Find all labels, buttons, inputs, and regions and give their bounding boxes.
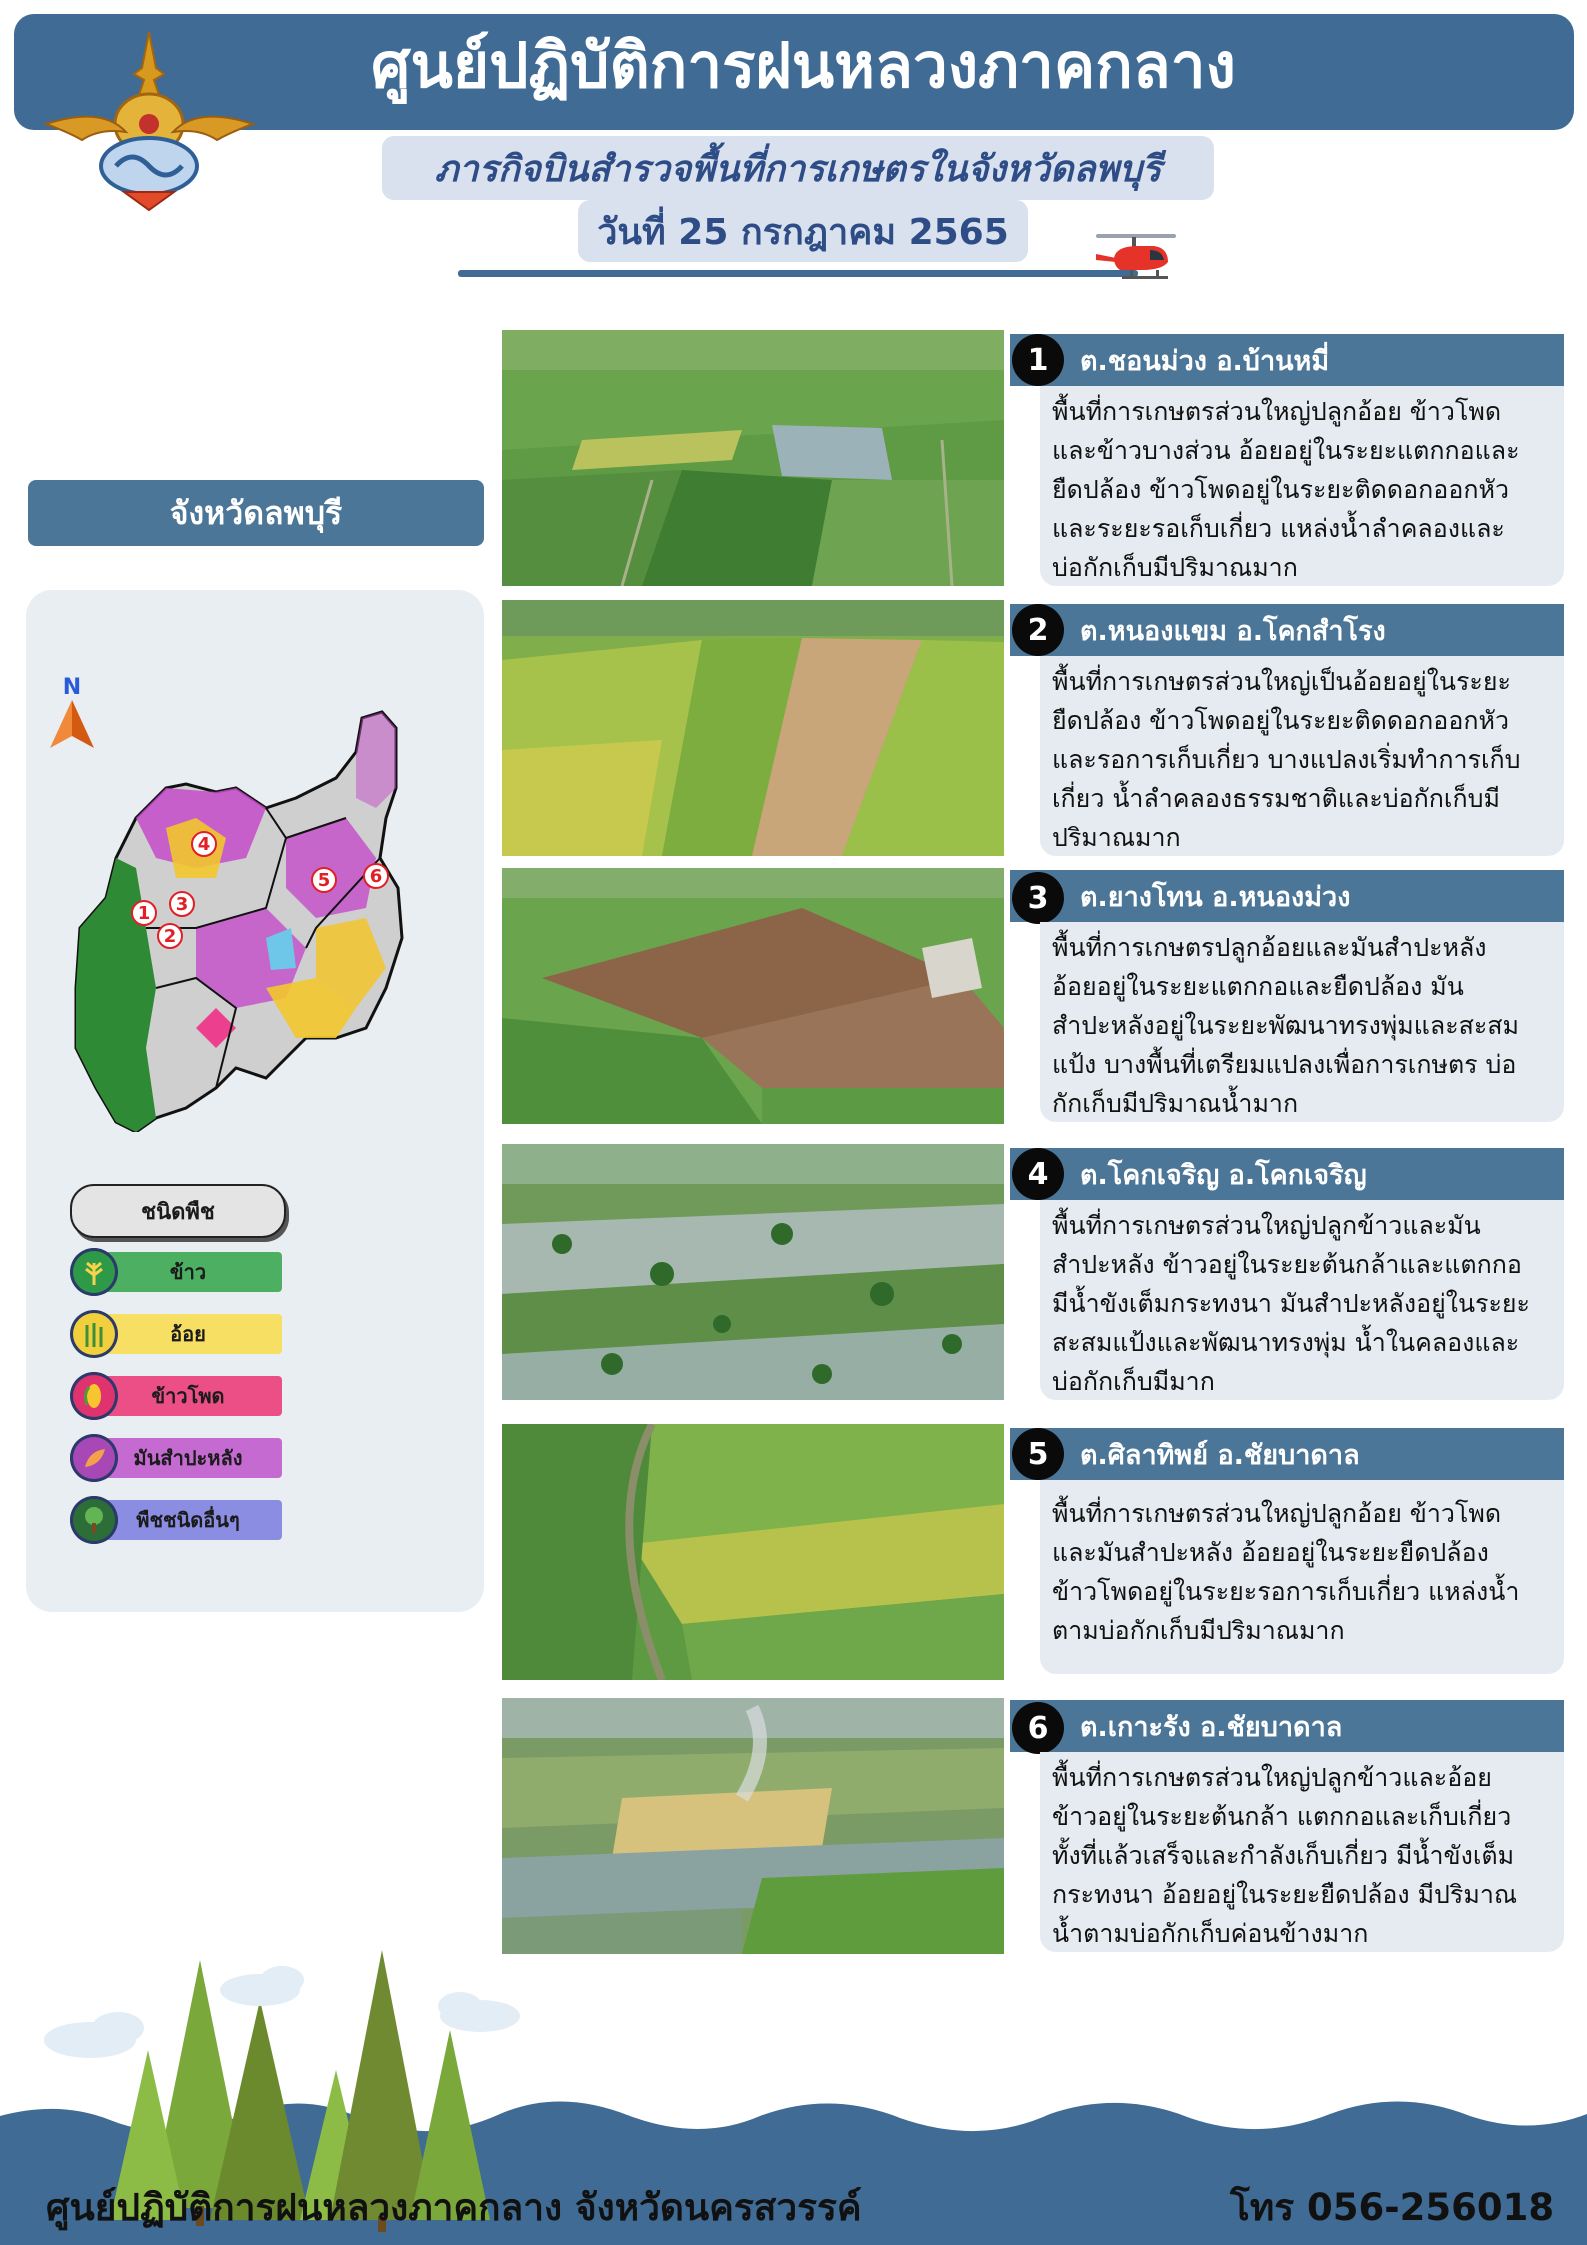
- card-line: ปริมาณมาก: [1052, 823, 1181, 852]
- card-line: และระยะรอเก็บเกี่ยว แหล่งน้ำลำคลองและ: [1052, 514, 1505, 543]
- aerial-photo-3: [502, 868, 1004, 1124]
- card-line: ตามบ่อกักเก็บมีปริมาณมาก: [1052, 1616, 1345, 1645]
- sugarcane-icon: [70, 1310, 118, 1358]
- legend-title: ชนิดพืช: [70, 1184, 286, 1238]
- card-line: สะสมแป้งและพัฒนาทรงพุ่ม น้ำในคลองและ: [1052, 1328, 1520, 1357]
- card-line: และรอการเก็บเกี่ยว บางแปลงเริ่มทำการเก็บ: [1052, 745, 1521, 774]
- aerial-photo-5: [502, 1424, 1004, 1680]
- header-divider: [458, 270, 1138, 277]
- card-title-3: ต.ยางโทน อ.หนองม่วง: [1010, 870, 1564, 922]
- card-body-2: [1040, 656, 1564, 856]
- card-body-1: [1040, 386, 1564, 586]
- card-line: ทั้งที่แล้วเสร็จและกำลังเก็บเกี่ยว มีน้ำขังเต็ม: [1052, 1841, 1515, 1870]
- card-line: น้ำตามบ่อกักเก็บค่อนข้างมาก: [1052, 1919, 1369, 1948]
- card-line: ข้าวโพดอยู่ในระยะรอการเก็บเกี่ยว แหล่งน้ำ: [1052, 1577, 1520, 1606]
- card-line: ยืดปล้อง ข้าวโพดอยู่ในระยะติดดอกออกหัว: [1052, 706, 1509, 735]
- corn-icon: [70, 1372, 118, 1420]
- card-number-4: 4: [1012, 1148, 1064, 1200]
- card-number-5: 5: [1012, 1428, 1064, 1480]
- map-marker-3: 3: [175, 894, 189, 915]
- card-line: มีน้ำขังเต็มกระทงนา มันสำปะหลังอยู่ในระยะ: [1052, 1289, 1530, 1318]
- mission-subtitle: ภารกิจบินสำรวจพื้นที่การเกษตรในจังหวัดลพบุรี: [382, 136, 1214, 200]
- card-line: พื้นที่การเกษตรส่วนใหญ่เป็นอ้อยอยู่ในระยะ: [1052, 667, 1511, 696]
- card-title-6: ต.เกาะรัง อ.ชัยบาดาล: [1010, 1700, 1564, 1752]
- legend-item-other-crops: [70, 1496, 282, 1542]
- card-line: และมันสำปะหลัง อ้อยอยู่ในระยะยืดปล้อง: [1052, 1538, 1489, 1567]
- legend-item-sugarcane: [70, 1310, 282, 1356]
- card-line: เกี่ยว น้ำลำคลองธรรมชาติและบ่อกักเก็บมี: [1052, 784, 1500, 813]
- legend-label: ข้าว: [94, 1252, 282, 1292]
- footer-phone: โทร 056-256018: [1230, 2186, 1555, 2229]
- card-number-6: 6: [1012, 1702, 1064, 1754]
- rice-icon: [70, 1248, 118, 1296]
- legend-label: อ้อย: [94, 1314, 282, 1354]
- card-body-3: [1040, 922, 1564, 1122]
- tree-icon: [70, 1496, 118, 1544]
- helicopter-icon: [1092, 228, 1182, 288]
- royal-emblem-icon: [42, 28, 257, 213]
- mission-date: วันที่ 25 กรกฎาคม 2565: [578, 200, 1028, 262]
- card-line: กระทงนา อ้อยอยู่ในระยะยืดปล้อง มีปริมาณ: [1052, 1880, 1518, 1909]
- card-line: บ่อกักเก็บมีปริมาณมาก: [1052, 553, 1298, 582]
- card-body-4: [1040, 1200, 1564, 1400]
- card-title-4: ต.โคกเจริญ อ.โคกเจริญ: [1010, 1148, 1564, 1200]
- map-marker-4: 4: [197, 834, 211, 855]
- card-number-2: 2: [1012, 604, 1064, 656]
- map-marker-2: 2: [163, 926, 177, 947]
- province-crop-map: [66, 708, 448, 1132]
- north-label: N: [62, 675, 82, 700]
- card-line: พื้นที่การเกษตรส่วนใหญ่ปลูกอ้อย ข้าวโพด: [1052, 397, 1502, 426]
- map-marker-5: 5: [317, 870, 331, 891]
- card-line: และข้าวบางส่วน อ้อยอยู่ในระยะแตกกอและ: [1052, 436, 1520, 465]
- legend-item-rice: [70, 1248, 282, 1294]
- footer-organization: ศูนย์ปฏิบัติการฝนหลวงภาคกลาง จังหวัดนครสวรรค์: [46, 2186, 862, 2229]
- card-number-3: 3: [1012, 872, 1064, 924]
- card-line: พื้นที่การเกษตรปลูกอ้อยและมันสำปะหลัง: [1052, 933, 1487, 962]
- card-line: กักเก็บมีปริมาณน้ำมาก: [1052, 1089, 1299, 1118]
- card-line: แป้ง บางพื้นที่เตรียมแปลงเพื่อการเกษตร บ่อ: [1052, 1050, 1517, 1079]
- page-title: ศูนย์ปฏิบัติการฝนหลวงภาคกลาง: [371, 29, 1236, 102]
- legend-item-cassava: [70, 1434, 282, 1480]
- map-marker-6: 6: [369, 866, 383, 887]
- aerial-photo-4: [502, 1144, 1004, 1400]
- legend-label: มันสำปะหลัง: [94, 1438, 282, 1478]
- card-body-5: [1040, 1480, 1564, 1674]
- card-line: ข้าวอยู่ในระยะต้นกล้า แตกกอและเก็บเกี่ยว: [1052, 1802, 1512, 1831]
- aerial-photo-1: [502, 330, 1004, 586]
- card-line: พื้นที่การเกษตรส่วนใหญ่ปลูกข้าวและอ้อย: [1052, 1763, 1492, 1792]
- legend-label: พืชชนิดอื่นๆ: [94, 1500, 282, 1540]
- legend-item-corn: [70, 1372, 282, 1418]
- card-title-1: ต.ชอนม่วง อ.บ้านหมี่: [1010, 334, 1564, 386]
- card-line: สำปะหลัง ข้าวอยู่ในระยะต้นกล้าและแตกกอ: [1052, 1250, 1522, 1279]
- cassava-icon: [70, 1434, 118, 1482]
- map-marker-1: 1: [137, 903, 151, 924]
- card-title-5: ต.ศิลาทิพย์ อ.ชัยบาดาล: [1010, 1428, 1564, 1480]
- card-title-2: ต.หนองแขม อ.โคกสำโรง: [1010, 604, 1564, 656]
- aerial-photo-2: [502, 600, 1004, 856]
- card-line: บ่อกักเก็บมีมาก: [1052, 1367, 1215, 1396]
- card-line: พื้นที่การเกษตรส่วนใหญ่ปลูกอ้อย ข้าวโพด: [1052, 1499, 1502, 1528]
- legend-label: ข้าวโพด: [94, 1376, 282, 1416]
- aerial-photo-6: [502, 1698, 1004, 1954]
- province-label: จังหวัดลพบุรี: [28, 480, 484, 546]
- card-line: พื้นที่การเกษตรส่วนใหญ่ปลูกข้าวและมัน: [1052, 1211, 1481, 1240]
- card-line: ยืดปล้อง ข้าวโพดอยู่ในระยะติดดอกออกหัว: [1052, 475, 1509, 504]
- card-line: อ้อยอยู่ในระยะแตกกอและยืดปล้อง มัน: [1052, 972, 1464, 1001]
- card-number-1: 1: [1012, 334, 1064, 386]
- card-line: สำปะหลังอยู่ในระยะพัฒนาทรงพุ่มและสะสม: [1052, 1011, 1520, 1040]
